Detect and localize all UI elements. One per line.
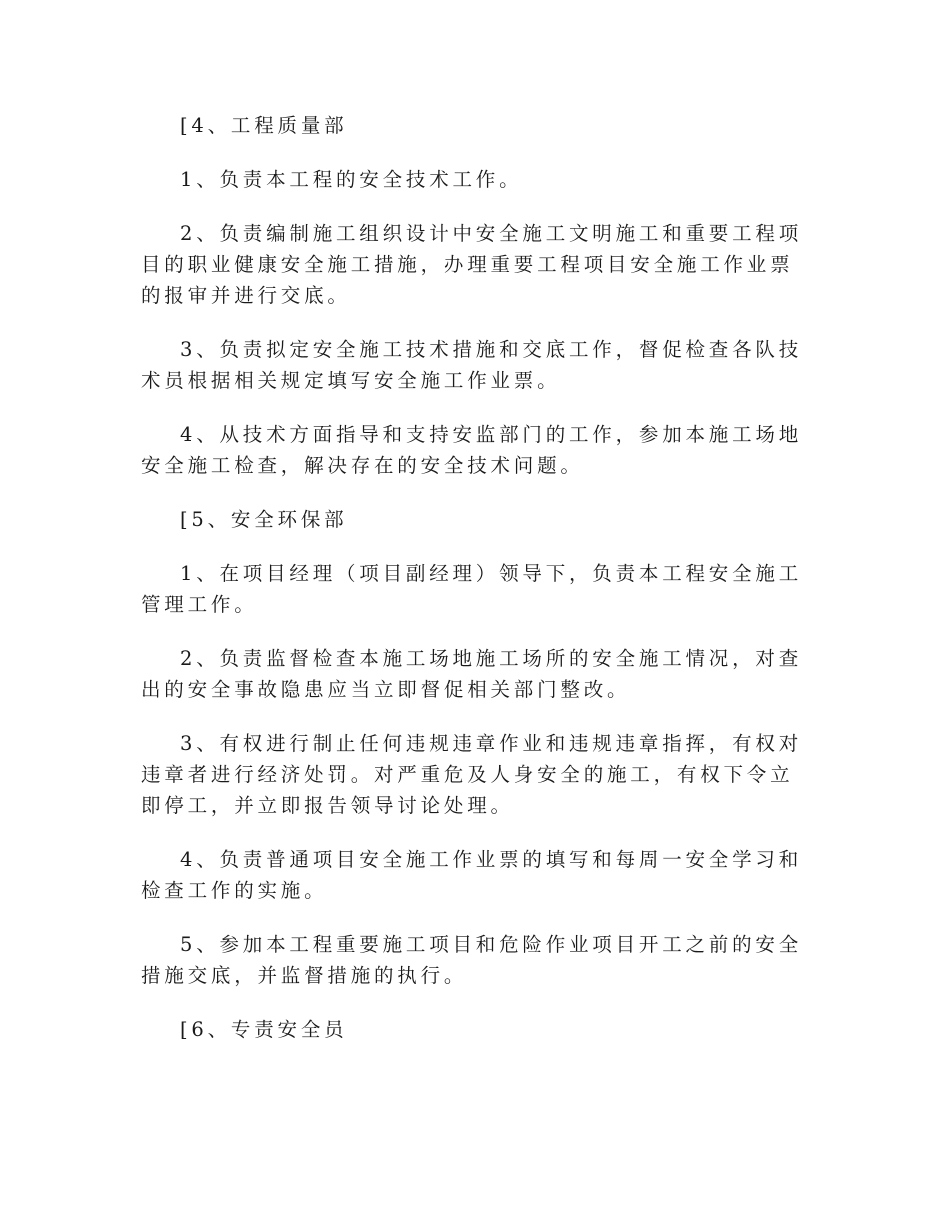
section-heading-quality-dept: [4、工程质量部 xyxy=(180,114,348,137)
list-item: 1、负责本工程的安全技术工作。 xyxy=(180,168,523,191)
list-item: 3、有权进行制止任何违规违章作业和违规违章指挥，有权对违章者进行经济处罚。对严重危及人身安全的施工，有权下令立即停工，并立即报告领导讨论处理。 xyxy=(141,732,803,817)
list-item: 5、参加本工程重要施工项目和危险作业项目开工之前的安全措施交底，并监督措施的执行。 xyxy=(141,933,803,987)
list-item: 4、从技术方面指导和支持安监部门的工作，参加本施工场地安全施工检查，解决存在的安全技术问题。 xyxy=(141,423,803,477)
section-heading-safety-env-dept: [5、安全环保部 xyxy=(180,508,348,531)
list-item: 3、负责拟定安全施工技术措施和交底工作，督促检查各队技术员根据相关规定填写安全施工作业票。 xyxy=(141,338,803,392)
list-item: 2、负责监督检查本施工场地施工场所的安全施工情况，对查出的安全事故隐患应当立即督促相关部门整改。 xyxy=(141,647,803,701)
document-body xyxy=(141,110,807,1068)
list-item: 1、在项目经理（项目副经理）领导下，负责本工程安全施工管理工作。 xyxy=(141,562,803,616)
section-heading-safety-officer: [6、专责安全员 xyxy=(180,1018,348,1041)
list-item: 2、负责编制施工组织设计中安全施工文明施工和重要工程项目的职业健康安全施工措施，办理重要工程项目安全施工作业票的报审并进行交底。 xyxy=(141,222,803,307)
list-item: 4、负责普通项目安全施工作业票的填写和每周一安全学习和检查工作的实施。 xyxy=(141,848,803,902)
